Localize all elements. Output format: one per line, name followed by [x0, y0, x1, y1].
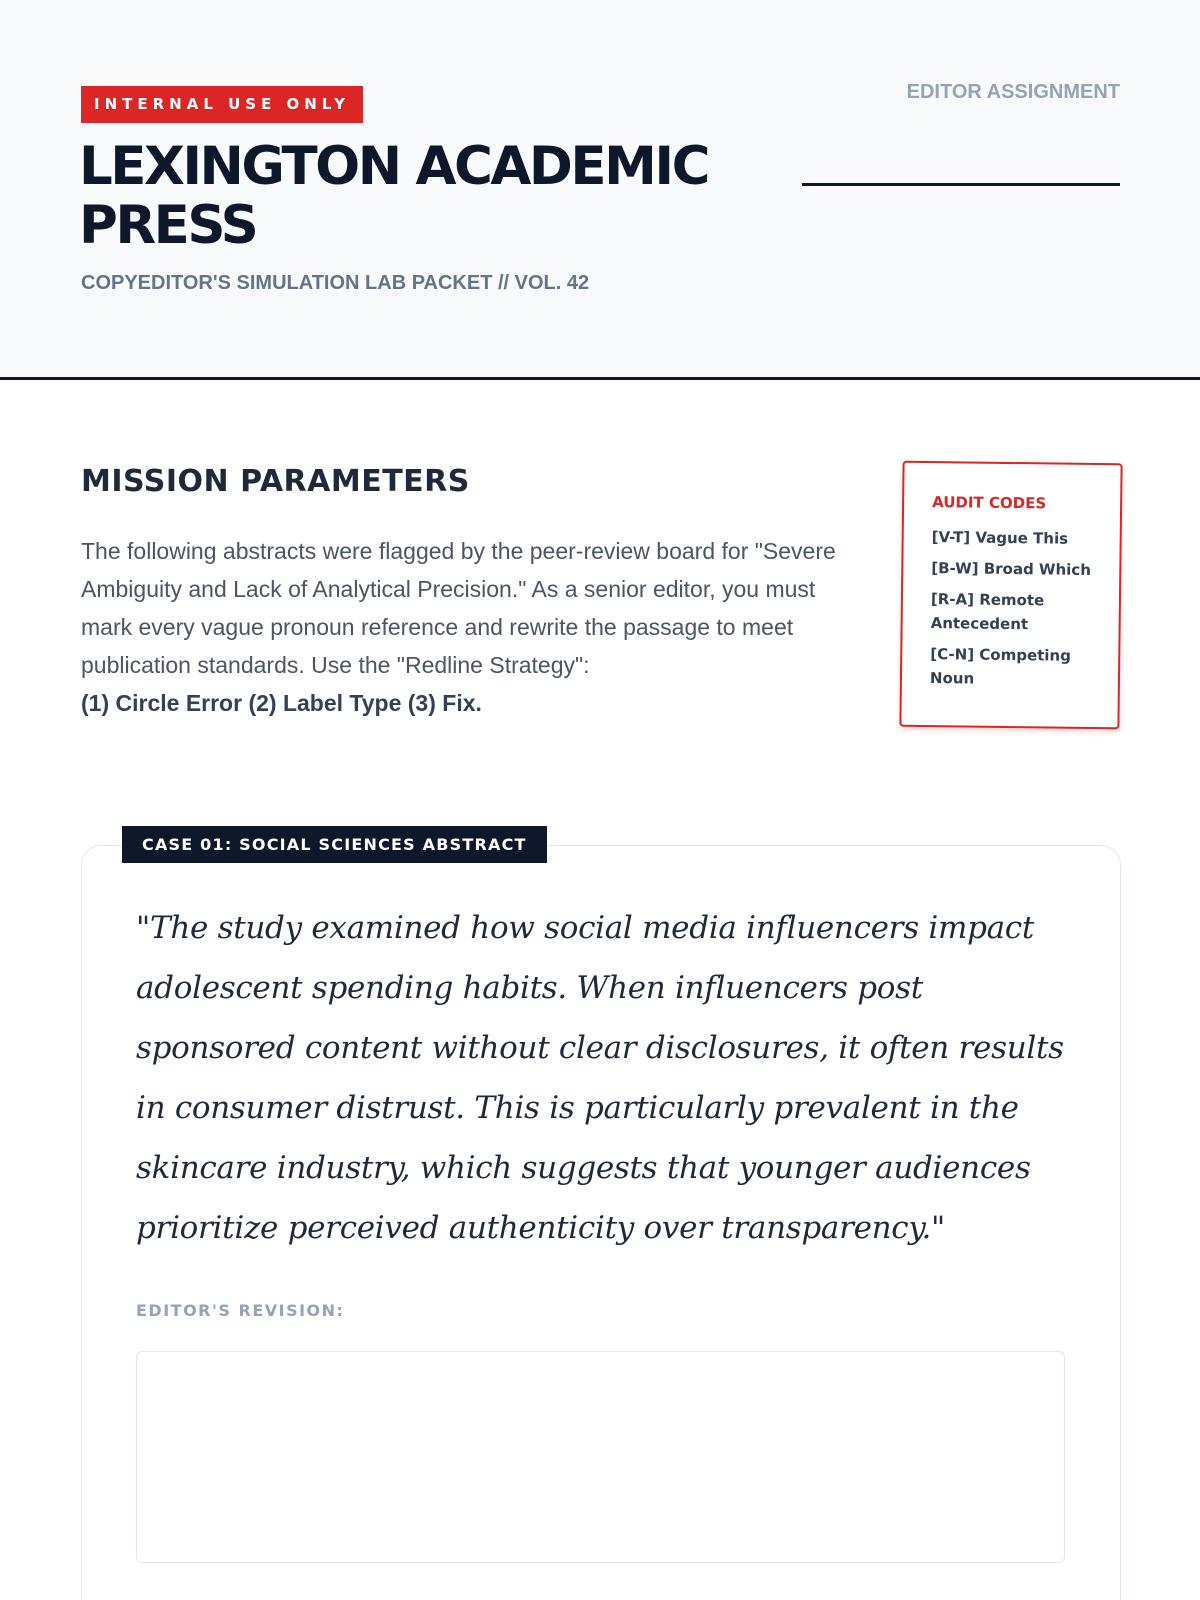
packet-subtitle: COPYEDITOR'S SIMULATION LAB PACKET // VOL. 42: [81, 272, 590, 294]
signature-line: [802, 183, 1120, 186]
internal-use-badge: INTERNAL USE ONLY: [81, 86, 363, 123]
audit-codes-card: [899, 461, 1122, 730]
mission-heading: MISSION PARAMETERS: [81, 464, 470, 499]
publisher-title: LEXINGTON ACADEMIC PRESS: [79, 136, 708, 256]
revision-label: EDITOR'S REVISION:: [136, 1301, 345, 1320]
editor-assignment-label: EDITOR ASSIGNMENT: [906, 81, 1120, 103]
audit-code-item: [V-T] Vague This: [931, 528, 1069, 548]
mission-description: [81, 532, 871, 722]
audit-code-item: [B-W] Broad Which: [931, 559, 1092, 579]
editor-revision-input[interactable]: [136, 1351, 1065, 1563]
audit-codes-title: AUDIT CODES: [932, 493, 1047, 513]
case-abstract-quote: "The study examined how social media influencers impact adolescent spending habits. When influencers post sponsored content without clear disclosures, it often results in consumer distrust. This is particularly prevalent in the skincare industry, which suggests that younger audiences prioritize perceived authenticity over transparency.": [136, 910, 1064, 1246]
case-label: CASE 01: SOCIAL SCIENCES ABSTRACT: [122, 826, 547, 863]
audit-code-item: [C-N] Competing Noun: [929, 645, 1072, 688]
audit-code-item: [R-A] Remote Antecedent: [930, 590, 1045, 634]
page-header: [0, 0, 1200, 380]
mission-body: The following abstracts were flagged by the peer-review board for "Severe Ambiguity and Lack of Analytical Precision." As a senior editor, you must mark every vague pronoun reference and rewrite the passage to meet publication standards. Use the "Redline Strategy":: [81, 538, 836, 678]
redline-steps: (1) Circle Error (2) Label Type (3) Fix.: [81, 690, 482, 716]
audit-codes-list: [930, 525, 1092, 692]
